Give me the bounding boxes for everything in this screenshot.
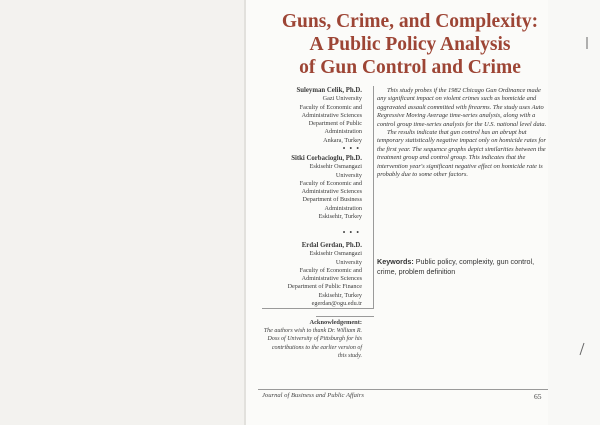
author-affiliation-line: Faculty of Economic and: [299, 179, 362, 187]
author-affiliation-line: Administrative Sciences: [301, 188, 362, 196]
author-name: Erdal Gerdan, Ph.D.: [301, 242, 362, 249]
journal-name: Journal of Business and Public Affairs: [262, 392, 364, 399]
scan-mark: [578, 342, 586, 356]
acknowledgement-heading: Acknowledgement:: [309, 319, 362, 326]
author-affiliation-line: Eskisehir, Turkey: [318, 291, 362, 299]
author-affiliation-line: Administration: [324, 128, 362, 136]
keywords: [377, 257, 549, 276]
abstract: [377, 87, 549, 179]
title-line-1: Guns, Crime, and Complexity:: [281, 11, 539, 32]
abstract-paragraph: This study probes if the 1982 Chicago Gun Ordinance made any significant impact on violent crimes such as homicide and aggravated assault committed with firearms. The study uses Auto Regressive Moving Average time-series analysis, along with a control group time-series analysis for the U.S. national level data.: [377, 87, 547, 128]
author-name: Suleyman Celik, Ph.D.: [296, 87, 362, 94]
author-affiliation-line: Gazi University: [322, 95, 362, 103]
title-line-2: A Public Policy Analysis: [309, 34, 511, 55]
abstract-paragraph: The results indicate that gun control has an abrupt but temporary statistically negative impact only on homicide rates for the first year. The sequence graphs depict similarities between the treatment group and control group. This indicates that the intervention year's significant negative effect on homicide rate is probably due to some other factors.: [377, 129, 546, 179]
author-affiliation-line: Faculty of Economic and: [299, 103, 362, 111]
author-name: Sitki Corbacioglu, Ph.D.: [291, 155, 362, 162]
separator-dots: • • •: [342, 228, 360, 237]
author-affiliation-line: Ankara, Turkey: [323, 136, 362, 144]
author-block: [262, 242, 362, 308]
author-affiliation-line: Administration: [324, 204, 362, 212]
author-affiliation-line: Administrative Sciences: [301, 275, 362, 283]
page-right-margin: [548, 0, 600, 425]
acknowledgement-text: The authors wish to thank Dr. William R. Doss of University of Pittsburgh for his contributions to the earlier version of this study.: [263, 328, 362, 359]
author-block: [262, 87, 362, 145]
article-title: [270, 10, 550, 79]
author-affiliation-line: Department of Business: [302, 196, 362, 204]
author-affiliation-line: Department of Public: [308, 120, 362, 128]
column-divider: [373, 86, 374, 308]
author-affiliation-line: University: [335, 171, 362, 179]
ack-rule: [316, 316, 374, 317]
separator-dots: • • •: [342, 144, 360, 153]
author-block: [262, 155, 362, 221]
title-line-3: of Gun Control and Crime: [299, 57, 521, 78]
author-affiliation-line: Administrative Sciences: [301, 111, 362, 119]
keywords-label: Keywords:: [377, 257, 414, 266]
page-number: 65: [534, 392, 542, 401]
scan-mark: [584, 36, 590, 50]
author-affiliation-line: Eskisehir Osmangazi: [309, 250, 362, 258]
acknowledgement: [262, 319, 362, 360]
author-affiliation-line: Eskisehir Osmangazi: [309, 163, 362, 171]
keywords-text: Public policy, complexity, gun control, crime, problem definition: [377, 257, 535, 276]
author-column-rule: [262, 308, 374, 309]
author-affiliation-line: Department of Public Finance: [287, 283, 362, 291]
author-affiliation-line: Eskisehir, Turkey: [318, 213, 362, 221]
author-affiliation-line: University: [335, 258, 362, 266]
author-affiliation-line: Faculty of Economic and: [299, 266, 362, 274]
author-email[interactable]: egerdan@ogu.edu.tr: [311, 300, 362, 308]
footer-rule: [258, 389, 548, 390]
